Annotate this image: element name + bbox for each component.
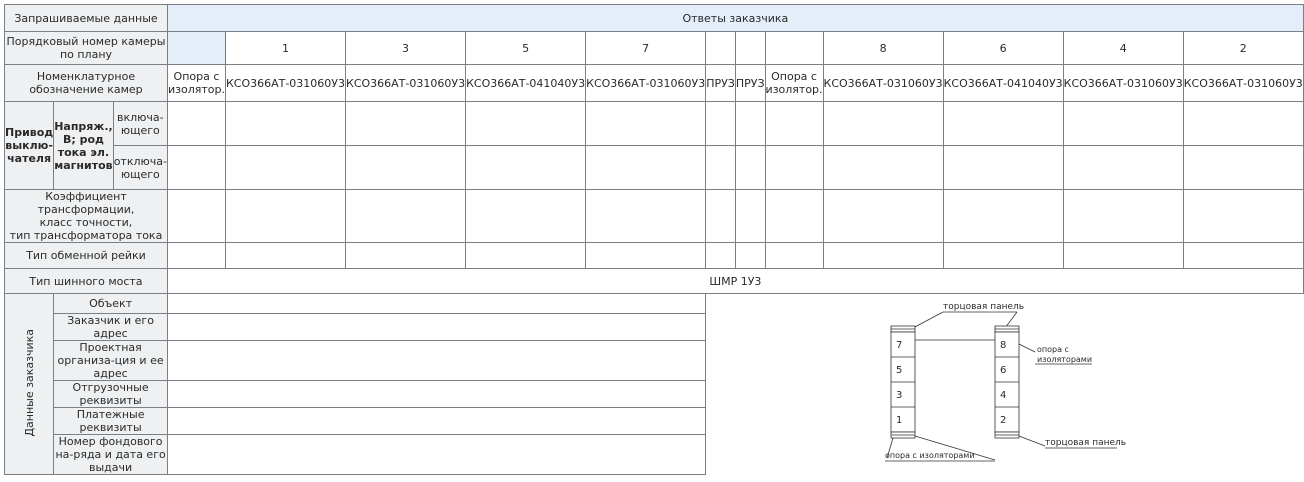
customer-section-label	[5, 294, 54, 475]
camera-number-cell	[706, 32, 736, 65]
drive-on-cell[interactable]	[466, 102, 586, 146]
rail-cell[interactable]	[225, 243, 345, 269]
nomenclature-cell: КСО366АТ-031060У3	[823, 65, 943, 102]
drive-off-cell[interactable]	[586, 146, 706, 190]
cell-label: 5	[895, 365, 903, 377]
rail-cell[interactable]	[943, 243, 1063, 269]
customer-field-label: Заказчик и его адрес	[54, 314, 168, 341]
transform-cell[interactable]	[735, 190, 765, 243]
transform-cell[interactable]	[346, 190, 466, 243]
right-insulator-label-2: изоляторами	[1036, 355, 1092, 365]
customer-field-label: Объект	[54, 294, 168, 314]
drive-off-cell[interactable]	[346, 146, 466, 190]
drive-on-cell[interactable]	[586, 102, 706, 146]
right-column	[995, 326, 1019, 438]
nomenclature-cell: КСО366АТ-031060У3	[225, 65, 345, 102]
cell-label: 6	[999, 365, 1007, 377]
transform-cell[interactable]	[765, 190, 823, 243]
transform-label	[5, 190, 168, 243]
rail-cell[interactable]	[1063, 243, 1183, 269]
transform-cell[interactable]	[225, 190, 345, 243]
customer-field-value[interactable]	[167, 408, 705, 435]
customer-field-value[interactable]	[167, 314, 705, 341]
customer-answers-header: Ответы заказчика	[167, 5, 1303, 32]
top-leader-left	[913, 312, 943, 328]
questionnaire	[4, 4, 1304, 475]
nomenclature-cell: Опора с изолятор.	[765, 65, 823, 102]
bottom-left-insulator-label: опора с изоляторами	[884, 451, 975, 461]
requested-data-header: Запрашиваемые данные	[5, 5, 168, 32]
drive-on-label: включа-ющего	[113, 102, 167, 146]
cell-label: 1	[895, 415, 903, 427]
drive-off-cell[interactable]	[225, 146, 345, 190]
transform-cell[interactable]	[466, 190, 586, 243]
cell-label: 8	[999, 340, 1007, 352]
transform-cell[interactable]	[823, 190, 943, 243]
camera-number-cell: 2	[1183, 32, 1303, 65]
rail-cell[interactable]	[586, 243, 706, 269]
drive-on-cell[interactable]	[225, 102, 345, 146]
rail-row	[5, 243, 1304, 269]
busbridge-row	[5, 269, 1304, 294]
camera-number-cell	[765, 32, 823, 65]
camera-number-cell: 4	[1063, 32, 1183, 65]
drive-off-cell[interactable]	[765, 146, 823, 190]
transform-cell[interactable]	[706, 190, 736, 243]
customer-field-value[interactable]	[167, 341, 705, 381]
right-insulator-label-1: опора с	[1036, 345, 1069, 355]
cell-label: 2	[999, 415, 1007, 427]
transform-label-line-1: Коэффициент трансформации,	[37, 190, 135, 216]
bottom-right-leader	[1019, 436, 1045, 446]
questionnaire-table	[4, 4, 1304, 475]
nomenclature-cell: Опора с изолятор.	[167, 65, 225, 102]
drive-on-row	[5, 102, 1304, 146]
customer-field-label: Платежные реквизиты	[54, 408, 168, 435]
camera-number-cell: 3	[346, 32, 466, 65]
drive-off-cell[interactable]	[1183, 146, 1303, 190]
rail-cell[interactable]	[167, 243, 225, 269]
customer-field-value[interactable]	[167, 381, 705, 408]
cell-label: 3	[895, 390, 903, 402]
nomenclature-cell: ПРУЗ	[735, 65, 765, 102]
rail-cell[interactable]	[1183, 243, 1303, 269]
camera-number-label: Порядковый номер камеры по плану	[5, 32, 168, 65]
rail-cell[interactable]	[735, 243, 765, 269]
drive-on-cell[interactable]	[943, 102, 1063, 146]
nomenclature-row	[5, 65, 1304, 102]
drive-off-cell[interactable]	[943, 146, 1063, 190]
nomenclature-cell: КСО366АТ-031060У3	[586, 65, 706, 102]
rail-label: Тип обменной рейки	[5, 243, 168, 269]
drive-on-cell[interactable]	[167, 102, 225, 146]
camera-number-cell: 8	[823, 32, 943, 65]
customer-field-label: Проектная организа-ция и ее адрес	[54, 341, 168, 381]
left-column	[891, 326, 915, 438]
nomenclature-cell: КСО366АТ-031060У3	[1063, 65, 1183, 102]
drive-on-cell[interactable]	[735, 102, 765, 146]
drive-on-cell[interactable]	[823, 102, 943, 146]
drive-on-cell[interactable]	[346, 102, 466, 146]
rail-cell[interactable]	[765, 243, 823, 269]
customer-field-value[interactable]	[167, 294, 705, 314]
customer-row	[5, 294, 1304, 314]
nomenclature-label: Номенклатурное обозначение камер	[5, 65, 168, 102]
camera-number-cell	[167, 32, 225, 65]
transform-cell[interactable]	[167, 190, 225, 243]
nomenclature-cell: КСО366АТ-041040У3	[943, 65, 1063, 102]
customer-section-text: Данные заказчика	[22, 328, 36, 437]
customer-field-label: Отгрузочные реквизиты	[54, 381, 168, 408]
rail-cell[interactable]	[346, 243, 466, 269]
drive-label: Привод выклю-чателя	[5, 102, 54, 190]
drive-off-cell[interactable]	[466, 146, 586, 190]
drive-on-cell[interactable]	[1063, 102, 1183, 146]
drive-off-cell[interactable]	[823, 146, 943, 190]
rail-cell[interactable]	[466, 243, 586, 269]
bottom-right-panel-label: торцовая панель	[1044, 438, 1126, 449]
cell-label: 7	[895, 340, 903, 352]
top-panel-label: торцовая панель	[942, 302, 1024, 313]
drive-on-cell[interactable]	[706, 102, 736, 146]
drive-on-cell[interactable]	[1183, 102, 1303, 146]
nomenclature-cell: ПРУЗ	[706, 65, 736, 102]
drive-off-cell[interactable]	[1063, 146, 1183, 190]
drive-off-cell[interactable]	[735, 146, 765, 190]
drive-voltage-label: Напряж., В; род тока эл. магнитов	[54, 102, 113, 190]
cell-label: 4	[999, 390, 1007, 402]
transform-cell[interactable]	[943, 190, 1063, 243]
customer-field-value[interactable]	[167, 435, 705, 475]
camera-number-cell: 6	[943, 32, 1063, 65]
nomenclature-cell: КСО366АТ-031060У3	[346, 65, 466, 102]
layout-diagram	[795, 300, 1215, 465]
busbridge-label: Тип шинного моста	[5, 269, 168, 294]
camera-number-row	[5, 32, 1304, 65]
right-leader	[1019, 344, 1035, 352]
camera-number-cell: 7	[586, 32, 706, 65]
customer-field-label: Номер фондового на-ряда и дата его выдачи	[55, 435, 166, 474]
transform-cell[interactable]	[586, 190, 706, 243]
transform-label-line-2: класс точности,	[39, 216, 133, 229]
camera-number-cell: 5	[466, 32, 586, 65]
camera-number-cell	[735, 32, 765, 65]
camera-number-cell: 1	[225, 32, 345, 65]
drive-off-label: отключа-ющего	[113, 146, 167, 190]
nomenclature-cell: КСО366АТ-041040У3	[466, 65, 586, 102]
drive-off-cell[interactable]	[706, 146, 736, 190]
busbridge-value: ШМР 1У3	[167, 269, 1303, 294]
rail-cell[interactable]	[706, 243, 736, 269]
drive-off-cell[interactable]	[167, 146, 225, 190]
transform-cell[interactable]	[1183, 190, 1303, 243]
layout-diagram-cell	[706, 294, 1304, 475]
drive-on-cell[interactable]	[765, 102, 823, 146]
transform-cell[interactable]	[1063, 190, 1183, 243]
transform-row	[5, 190, 1304, 243]
transform-label-line-3: тип трансформатора тока	[9, 229, 163, 242]
nomenclature-cell: КСО366АТ-031060У3	[1183, 65, 1303, 102]
drive-off-row	[5, 146, 1304, 190]
rail-cell[interactable]	[823, 243, 943, 269]
